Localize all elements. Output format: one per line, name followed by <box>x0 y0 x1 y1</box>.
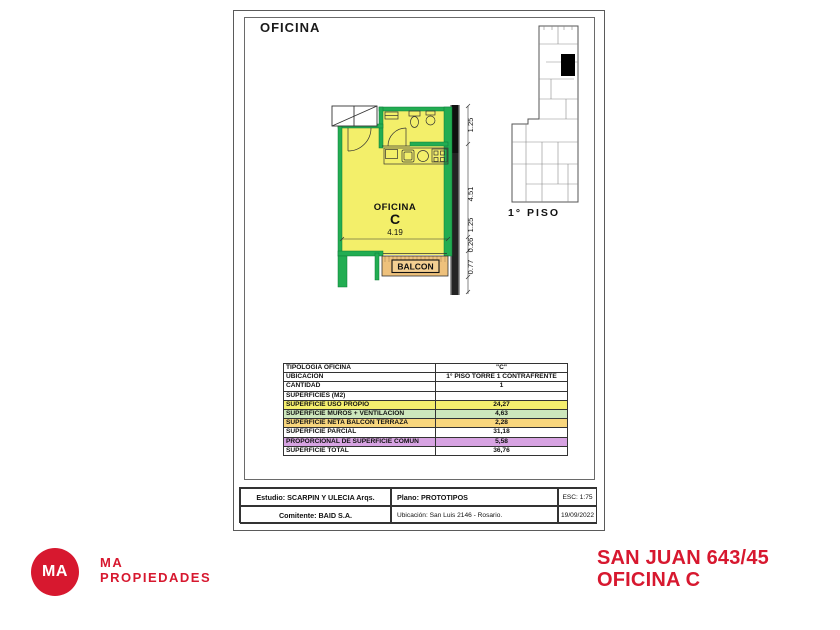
room-letter: C <box>389 211 401 227</box>
row-label: SUPERFICIES (M2) <box>284 391 436 400</box>
row-value: 24,27 <box>436 400 568 409</box>
row-label: CANTIDAD <box>284 382 436 391</box>
dim-room-depth: 4.51 <box>466 186 475 202</box>
row-value: 31,18 <box>436 428 568 437</box>
row-value: 5,58 <box>436 437 568 446</box>
balcony <box>382 254 448 277</box>
unit-location-marker <box>561 54 575 76</box>
balcony-label: BALCON <box>397 261 434 272</box>
row-label: SUPERFICIE USO PROPIO <box>284 400 436 409</box>
dim-wall: 0.26 <box>466 237 475 253</box>
dim-lower-1: 1.25 <box>466 217 475 233</box>
table-row <box>284 446 568 455</box>
row-value: 1 <box>436 382 568 391</box>
areas-table <box>283 363 568 456</box>
brand-wordmark-line2: PROPIEDADES <box>100 570 212 585</box>
row-value: 1° PISO TORRE 1 CONTRAFRENTE <box>436 373 568 382</box>
row-label: SUPERFICIE NETA BALCON TERRAZA <box>284 419 436 428</box>
room-width-dimension: 4.19 <box>387 228 403 237</box>
room-label: OFICINA <box>373 202 417 213</box>
row-label: TIPOLOGIA OFICINA <box>284 364 436 373</box>
table-row <box>284 373 568 382</box>
table-row <box>284 391 568 400</box>
table-row <box>284 400 568 409</box>
stair-box <box>332 106 377 126</box>
brand-wordmark <box>100 555 211 585</box>
table-row <box>284 437 568 446</box>
table-row <box>284 419 568 428</box>
floorplan-drawing <box>325 93 500 305</box>
dim-bath-depth: 1.25 <box>466 117 475 133</box>
table-row <box>284 364 568 373</box>
brand-wordmark-line1: MA <box>100 555 124 570</box>
keyplan-drawing <box>506 24 611 222</box>
row-label: UBICACIÓN <box>284 373 436 382</box>
project-title-line1: SAN JUAN 643/45 <box>597 547 769 569</box>
row-value <box>436 391 568 400</box>
row-label: SUPERFICIE PARCIAL <box>284 428 436 437</box>
vertical-dimension-labels <box>466 118 475 275</box>
project-title <box>597 548 769 591</box>
titleblock-escala: ESC: 1:75 <box>558 488 597 506</box>
table-row <box>284 428 568 437</box>
row-value: 2,28 <box>436 419 568 428</box>
titleblock-ubicacion: Ubicación: San Luis 2146 - Rosario. <box>391 506 558 524</box>
titleblock-fecha: 19/09/2022 <box>558 506 597 524</box>
row-value: "C" <box>436 364 568 373</box>
party-wall-upper <box>452 105 459 153</box>
row-label: SUPERFICIE TOTAL <box>284 446 436 455</box>
keyplan-label: 1° PISO <box>508 207 561 219</box>
row-label: PROPORCIONAL DE SUPERFICIE COMUN <box>284 437 436 446</box>
table-row <box>284 409 568 418</box>
titleblock-plano: Plano: PROTOTIPOS <box>391 488 558 506</box>
table-row <box>284 382 568 391</box>
title-block <box>239 487 597 523</box>
project-title-line2: OFICINA C <box>597 568 701 591</box>
row-value: 36,76 <box>436 446 568 455</box>
row-value: 4,63 <box>436 409 568 418</box>
brand-logo <box>31 548 79 596</box>
dim-balcony-depth: 0.77 <box>466 259 475 275</box>
titleblock-comitente: Comitente: BAID S.A. <box>240 506 391 524</box>
party-wall-lower <box>452 153 459 295</box>
brand-logo-initials: MA <box>42 563 68 580</box>
titleblock-estudio: Estudio: SCARPIN Y ULECIA Arqs. <box>240 488 391 506</box>
sheet-title: OFICINA <box>260 20 321 35</box>
row-label: SUPERFICIE MUROS + VENTILACION <box>284 409 436 418</box>
